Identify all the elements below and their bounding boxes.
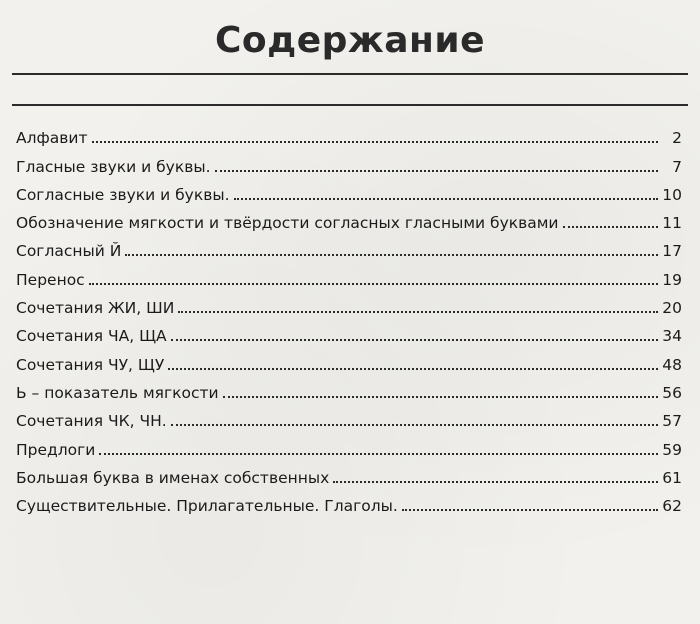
toc-entry-title: Сочетания ЖИ, ШИ bbox=[16, 299, 175, 318]
toc-entry[interactable] bbox=[16, 459, 682, 487]
toc-entry-title: Согласные звуки и буквы. bbox=[16, 185, 230, 204]
toc-entry-title: Сочетания ЧА, ЩА bbox=[16, 327, 167, 346]
toc-entry-title: Алфавит bbox=[16, 129, 88, 148]
toc-entry[interactable] bbox=[16, 402, 682, 430]
dot-leader bbox=[171, 339, 658, 341]
dot-leader bbox=[92, 141, 659, 143]
toc-entry-title: Согласный Й bbox=[16, 242, 122, 261]
dot-leader bbox=[171, 424, 658, 426]
toc-entry[interactable] bbox=[16, 260, 682, 288]
dot-leader bbox=[99, 453, 658, 455]
toc-entry-title: Гласные звуки и буквы. bbox=[16, 157, 211, 176]
toc-entry-page: 56 bbox=[662, 383, 682, 402]
toc-entry-page: 19 bbox=[662, 270, 682, 289]
toc-entry-page: 48 bbox=[662, 355, 682, 374]
toc-entry-title: Обозначение мягкости и твёрдости согласных гласными буквами bbox=[16, 214, 559, 233]
dot-leader bbox=[563, 226, 658, 228]
toc-entry[interactable] bbox=[16, 317, 682, 345]
dot-leader bbox=[234, 198, 658, 200]
toc-entry-page: 2 bbox=[672, 129, 682, 148]
toc-entry[interactable] bbox=[16, 204, 682, 232]
dot-leader bbox=[223, 396, 658, 398]
table-of-contents bbox=[16, 119, 682, 515]
toc-entry-title: Существительные. Прилагательные. Глаголы. bbox=[16, 497, 398, 516]
title-rule-bottom bbox=[12, 104, 688, 106]
toc-entry-page: 11 bbox=[662, 214, 682, 233]
toc-entry[interactable] bbox=[16, 487, 682, 515]
toc-entry-page: 61 bbox=[662, 468, 682, 487]
toc-entry-page: 20 bbox=[662, 299, 682, 318]
toc-entry[interactable] bbox=[16, 232, 682, 260]
toc-entry-title: Большая буква в именах собственных bbox=[16, 468, 330, 487]
dot-leader bbox=[125, 254, 658, 256]
toc-entry-page: 34 bbox=[662, 327, 682, 346]
toc-entry-page: 57 bbox=[662, 412, 682, 431]
toc-entry-page: 10 bbox=[662, 185, 682, 204]
toc-entry-title: Сочетания ЧК, ЧН. bbox=[16, 412, 167, 431]
page-title: Содержание bbox=[214, 20, 486, 61]
dot-leader bbox=[215, 170, 658, 172]
dot-leader bbox=[178, 311, 658, 313]
toc-entry-title: Предлоги bbox=[16, 440, 96, 459]
dot-leader bbox=[89, 283, 658, 285]
toc-entry-page: 17 bbox=[662, 242, 682, 261]
title-rule-top bbox=[12, 73, 688, 75]
toc-entry-page: 7 bbox=[672, 157, 682, 176]
toc-entry[interactable] bbox=[16, 374, 682, 402]
toc-entry-title: Ь – показатель мягкости bbox=[16, 383, 219, 402]
toc-entry[interactable] bbox=[16, 147, 682, 175]
toc-entry[interactable] bbox=[16, 176, 682, 204]
toc-entry-page: 62 bbox=[662, 497, 682, 516]
toc-entry-page: 59 bbox=[662, 440, 682, 459]
toc-entry[interactable] bbox=[16, 119, 682, 147]
dot-leader bbox=[333, 481, 658, 483]
dot-leader bbox=[168, 368, 658, 370]
dot-leader bbox=[402, 509, 658, 511]
toc-entry-title: Сочетания ЧУ, ЩУ bbox=[16, 355, 165, 374]
toc-entry[interactable] bbox=[16, 289, 682, 317]
toc-entry-title: Перенос bbox=[16, 270, 85, 289]
toc-entry[interactable] bbox=[16, 430, 682, 458]
toc-entry[interactable] bbox=[16, 345, 682, 373]
